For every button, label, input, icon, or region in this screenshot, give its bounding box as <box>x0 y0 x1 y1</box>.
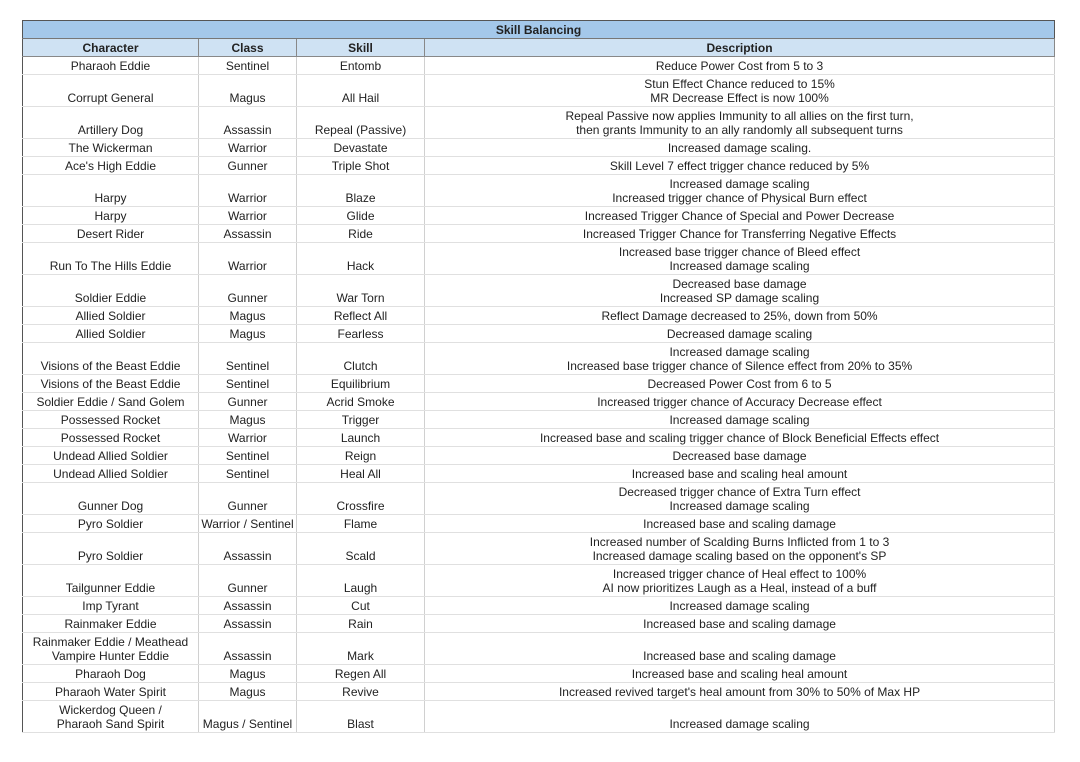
cell-character: Imp Tyrant <box>23 597 199 615</box>
table-row <box>23 447 1055 465</box>
cell-description: Decreased base damage <box>425 447 1055 465</box>
cell-character: Visions of the Beast Eddie <box>23 343 199 375</box>
table-row <box>23 683 1055 701</box>
header-class: Class <box>199 39 297 57</box>
cell-description: Increased base and scaling heal amount <box>425 665 1055 683</box>
table-row <box>23 307 1055 325</box>
cell-description: Increased base and scaling damage <box>425 515 1055 533</box>
table-row <box>23 701 1055 733</box>
cell-character: Allied Soldier <box>23 307 199 325</box>
table-row <box>23 483 1055 515</box>
cell-skill: Devastate <box>297 139 425 157</box>
table-row <box>23 429 1055 447</box>
cell-class: Warrior <box>199 139 297 157</box>
cell-description: Increased Trigger Chance for Transferring Negative Effects <box>425 225 1055 243</box>
cell-skill: All Hail <box>297 75 425 107</box>
cell-class: Gunner <box>199 565 297 597</box>
cell-skill: Entomb <box>297 57 425 75</box>
cell-character: Rainmaker Eddie <box>23 615 199 633</box>
table-row <box>23 207 1055 225</box>
cell-class: Magus <box>199 325 297 343</box>
cell-character: Pharaoh Water Spirit <box>23 683 199 701</box>
cell-description: Repeal Passive now applies Immunity to all allies on the first turn, then grants Immunity to an ally randomly all subsequent turns <box>425 107 1055 139</box>
cell-description: Increased number of Scalding Burns Inflicted from 1 to 3 Increased damage scaling based on the opponent's SP <box>425 533 1055 565</box>
header-skill: Skill <box>297 39 425 57</box>
cell-character: Possessed Rocket <box>23 411 199 429</box>
cell-skill: Regen All <box>297 665 425 683</box>
cell-class: Gunner <box>199 157 297 175</box>
cell-class: Magus <box>199 307 297 325</box>
cell-character: Soldier Eddie <box>23 275 199 307</box>
cell-skill: Clutch <box>297 343 425 375</box>
table-row <box>23 243 1055 275</box>
cell-character: Harpy <box>23 207 199 225</box>
cell-class: Sentinel <box>199 447 297 465</box>
cell-description: Decreased trigger chance of Extra Turn effect Increased damage scaling <box>425 483 1055 515</box>
cell-skill: Equilibrium <box>297 375 425 393</box>
cell-skill: Triple Shot <box>297 157 425 175</box>
cell-skill: Trigger <box>297 411 425 429</box>
table-row <box>23 325 1055 343</box>
cell-character: Rainmaker Eddie / Meathead Vampire Hunter Eddie <box>23 633 199 665</box>
cell-character: Tailgunner Eddie <box>23 565 199 597</box>
cell-description: Increased trigger chance of Accuracy Decrease effect <box>425 393 1055 411</box>
cell-character: Wickerdog Queen / Pharaoh Sand Spirit <box>23 701 199 733</box>
table-row <box>23 597 1055 615</box>
table-row <box>23 225 1055 243</box>
cell-skill: Rain <box>297 615 425 633</box>
table-row <box>23 533 1055 565</box>
table-row <box>23 343 1055 375</box>
cell-class: Sentinel <box>199 465 297 483</box>
cell-skill: Laugh <box>297 565 425 597</box>
cell-description: Increased damage scaling <box>425 701 1055 733</box>
cell-skill: Crossfire <box>297 483 425 515</box>
table-row <box>23 275 1055 307</box>
cell-skill: Acrid Smoke <box>297 393 425 411</box>
cell-character: Run To The Hills Eddie <box>23 243 199 275</box>
cell-class: Assassin <box>199 633 297 665</box>
cell-class: Assassin <box>199 597 297 615</box>
cell-character: Soldier Eddie / Sand Golem <box>23 393 199 411</box>
cell-skill: Ride <box>297 225 425 243</box>
cell-skill: Reflect All <box>297 307 425 325</box>
cell-character: Artillery Dog <box>23 107 199 139</box>
cell-description: Increased base and scaling heal amount <box>425 465 1055 483</box>
table-row <box>23 565 1055 597</box>
table-row <box>23 157 1055 175</box>
cell-class: Warrior <box>199 429 297 447</box>
cell-character: Allied Soldier <box>23 325 199 343</box>
cell-description: Increased damage scaling Increased base trigger chance of Silence effect from 20% to 35% <box>425 343 1055 375</box>
cell-character: The Wickerman <box>23 139 199 157</box>
cell-character: Pharaoh Dog <box>23 665 199 683</box>
cell-description: Skill Level 7 effect trigger chance reduced by 5% <box>425 157 1055 175</box>
cell-character: Pharaoh Eddie <box>23 57 199 75</box>
table-row <box>23 107 1055 139</box>
cell-skill: Revive <box>297 683 425 701</box>
cell-skill: Blaze <box>297 175 425 207</box>
cell-description: Increased damage scaling <box>425 411 1055 429</box>
cell-skill: War Torn <box>297 275 425 307</box>
cell-skill: Heal All <box>297 465 425 483</box>
cell-character: Visions of the Beast Eddie <box>23 375 199 393</box>
cell-class: Magus <box>199 75 297 107</box>
cell-skill: Scald <box>297 533 425 565</box>
cell-class: Warrior <box>199 243 297 275</box>
cell-skill: Flame <box>297 515 425 533</box>
cell-description: Increased base and scaling damage <box>425 633 1055 665</box>
table-row <box>23 633 1055 665</box>
cell-class: Assassin <box>199 225 297 243</box>
cell-character: Corrupt General <box>23 75 199 107</box>
cell-description: Increased base and scaling damage <box>425 615 1055 633</box>
cell-class: Sentinel <box>199 343 297 375</box>
cell-character: Pyro Soldier <box>23 533 199 565</box>
skill-balancing-table <box>22 20 1055 733</box>
cell-character: Ace's High Eddie <box>23 157 199 175</box>
cell-description: Increased base and scaling trigger chance of Block Beneficial Effects effect <box>425 429 1055 447</box>
table-row <box>23 75 1055 107</box>
cell-skill: Cut <box>297 597 425 615</box>
cell-skill: Launch <box>297 429 425 447</box>
table-row <box>23 465 1055 483</box>
cell-character: Gunner Dog <box>23 483 199 515</box>
cell-class: Warrior <box>199 175 297 207</box>
cell-character: Undead Allied Soldier <box>23 465 199 483</box>
cell-skill: Fearless <box>297 325 425 343</box>
table-row <box>23 665 1055 683</box>
cell-skill: Mark <box>297 633 425 665</box>
table-row <box>23 175 1055 207</box>
cell-class: Assassin <box>199 615 297 633</box>
cell-class: Magus <box>199 683 297 701</box>
cell-description: Increased trigger chance of Heal effect to 100% AI now prioritizes Laugh as a Heal, instead of a buff <box>425 565 1055 597</box>
table-row <box>23 411 1055 429</box>
cell-description: Increased base trigger chance of Bleed effect Increased damage scaling <box>425 243 1055 275</box>
cell-description: Decreased Power Cost from 6 to 5 <box>425 375 1055 393</box>
cell-class: Sentinel <box>199 57 297 75</box>
cell-description: Increased Trigger Chance of Special and Power Decrease <box>425 207 1055 225</box>
cell-description: Reduce Power Cost from 5 to 3 <box>425 57 1055 75</box>
cell-character: Pyro Soldier <box>23 515 199 533</box>
cell-class: Magus / Sentinel <box>199 701 297 733</box>
header-character: Character <box>23 39 199 57</box>
cell-class: Warrior / Sentinel <box>199 515 297 533</box>
table-title: Skill Balancing <box>23 21 1055 39</box>
cell-class: Warrior <box>199 207 297 225</box>
table-row <box>23 139 1055 157</box>
cell-skill: Reign <box>297 447 425 465</box>
cell-class: Magus <box>199 665 297 683</box>
cell-description: Increased damage scaling <box>425 597 1055 615</box>
header-description: Description <box>425 39 1055 57</box>
cell-description: Stun Effect Chance reduced to 15% MR Decrease Effect is now 100% <box>425 75 1055 107</box>
cell-character: Undead Allied Soldier <box>23 447 199 465</box>
cell-class: Gunner <box>199 275 297 307</box>
table-row <box>23 57 1055 75</box>
cell-character: Possessed Rocket <box>23 429 199 447</box>
cell-class: Assassin <box>199 107 297 139</box>
cell-skill: Blast <box>297 701 425 733</box>
cell-skill: Hack <box>297 243 425 275</box>
table-row <box>23 375 1055 393</box>
table-row <box>23 393 1055 411</box>
cell-description: Increased damage scaling Increased trigger chance of Physical Burn effect <box>425 175 1055 207</box>
cell-class: Magus <box>199 411 297 429</box>
cell-character: Harpy <box>23 175 199 207</box>
table-row <box>23 615 1055 633</box>
table-row <box>23 515 1055 533</box>
cell-description: Decreased damage scaling <box>425 325 1055 343</box>
cell-description: Increased revived target's heal amount from 30% to 50% of Max HP <box>425 683 1055 701</box>
cell-description: Reflect Damage decreased to 25%, down from 50% <box>425 307 1055 325</box>
cell-class: Gunner <box>199 483 297 515</box>
cell-class: Sentinel <box>199 375 297 393</box>
cell-skill: Repeal (Passive) <box>297 107 425 139</box>
cell-class: Gunner <box>199 393 297 411</box>
cell-class: Assassin <box>199 533 297 565</box>
cell-skill: Glide <box>297 207 425 225</box>
cell-description: Decreased base damage Increased SP damage scaling <box>425 275 1055 307</box>
cell-character: Desert Rider <box>23 225 199 243</box>
cell-description: Increased damage scaling. <box>425 139 1055 157</box>
